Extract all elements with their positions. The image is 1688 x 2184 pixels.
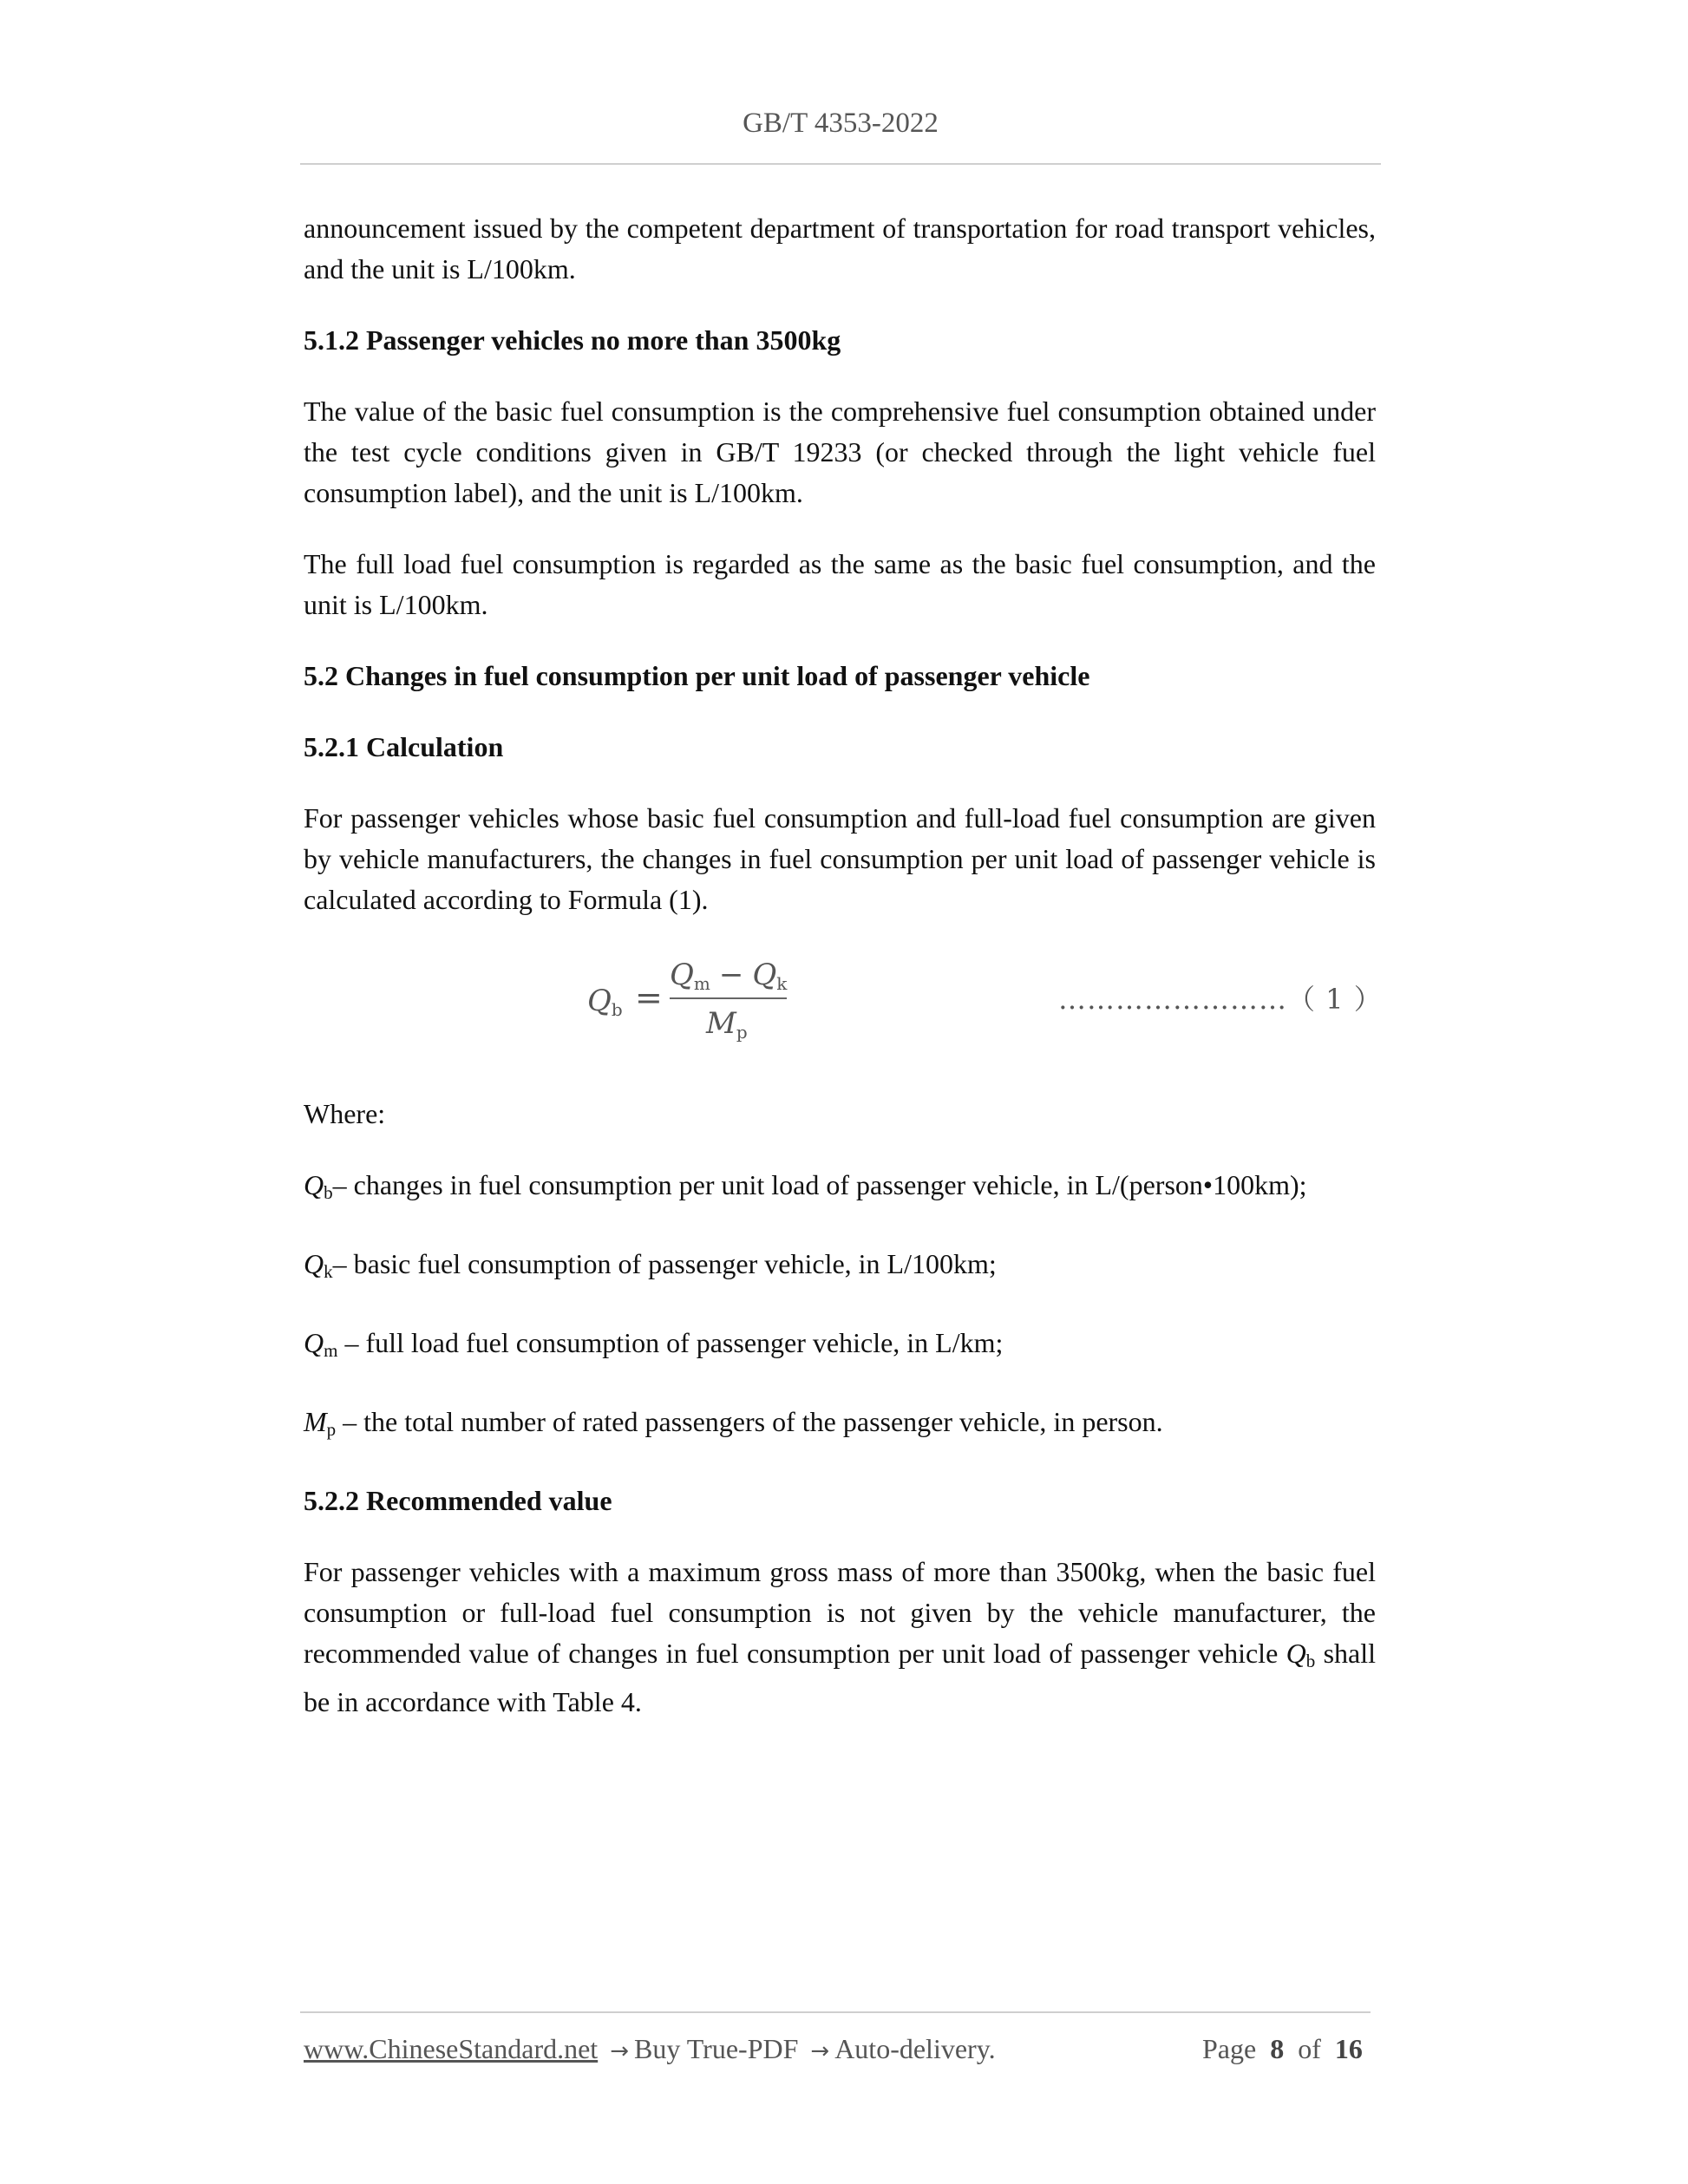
formula-1-block (304, 955, 1383, 1050)
document-body (304, 208, 1383, 1753)
document-header: GB/T 4353-2022 (743, 108, 939, 139)
section-5-2-2-heading: 5.2.2 Recommended value (304, 1485, 612, 1516)
definition-qk: $Q_k-$ basic fuel consumption of passenger vehicle, in L/100km; (304, 1248, 997, 1282)
section-5-1-2-paragraph-2: The full load fuel consumption is regarded as the same as the basic fuel consumption, and the unit is L/100km. (304, 548, 1376, 620)
section-5-1-2-paragraph-1: The value of the basic fuel consumption is the comprehensive fuel consumption obtained under the test cycle conditions given in GB/T 19233 (or checked through the light vehicle fuel consumption label), and the unit is L/100km. (304, 396, 1376, 508)
page-label: Page (1202, 2033, 1257, 2064)
header-divider (300, 163, 1381, 165)
footer-promo (304, 2033, 996, 2065)
definition-mp: $M_p$ – the total number of rated passengers of the passenger vehicle, in person. (304, 1406, 1163, 1440)
section-5-2-1-paragraph: For passenger vehicles whose basic fuel consumption and full-load fuel consumption are given by vehicle manufacturers, the changes in fuel consumption per unit load of passenger vehicle is calculated according to Formula (1). (304, 802, 1376, 915)
page-indicator (1202, 2033, 1370, 2065)
right-arrow-icon: → (610, 2038, 629, 2064)
section-5-2-1-heading: 5.2.1 Calculation (304, 731, 504, 762)
formula-numerator: Qm − Qk (670, 958, 788, 994)
intro-paragraph: announcement issued by the competent department of transportation for road transport vehicles, and the unit is L/100km. (304, 213, 1376, 284)
section-5-1-2-heading: 5.1.2 Passenger vehicles no more than 3500kg (304, 324, 841, 356)
definition-qm: $Q_m$ – full load fuel consumption of passenger vehicle, in L/km; (304, 1327, 1004, 1361)
right-arrow-icon: → (810, 2038, 830, 2064)
section-5-2-heading: 5.2 Changes in fuel consumption per unit load of passenger vehicle (304, 660, 1090, 691)
formula-number-label: ……………………（ 1 ） (1058, 983, 1383, 1016)
where-label: Where: (304, 1098, 386, 1129)
website-link[interactable]: www.ChineseStandard.net (304, 2033, 599, 2064)
auto-delivery-text: Auto-delivery. (834, 2033, 996, 2064)
buy-true-pdf-text: Buy True-PDF (633, 2033, 799, 2064)
formula-fraction-bar (670, 997, 787, 999)
page-of-label: of (1298, 2033, 1321, 2064)
section-5-2-2-paragraph: For passenger vehicles with a maximum gross mass of more than 3500kg, when the basic fuel consumption or full-load fuel consumption is not given by the vehicle manufacturer, the recommended value of changes in fuel consumption per unit load of passenger vehicle Qb shall be in accordance with Table 4. (304, 1556, 1377, 1717)
page-current: 8 (1270, 2033, 1285, 2064)
definition-qb: $Q_b-$ changes in fuel consumption per unit load of passenger vehicle, in L/(person•100km); (304, 1169, 1307, 1203)
footer-divider (300, 2011, 1371, 2013)
formula-equals: = (635, 978, 663, 1017)
formula-denominator: Mp (706, 1006, 748, 1043)
page-total: 16 (1334, 2033, 1363, 2064)
formula-lhs: Qb (587, 984, 623, 1020)
